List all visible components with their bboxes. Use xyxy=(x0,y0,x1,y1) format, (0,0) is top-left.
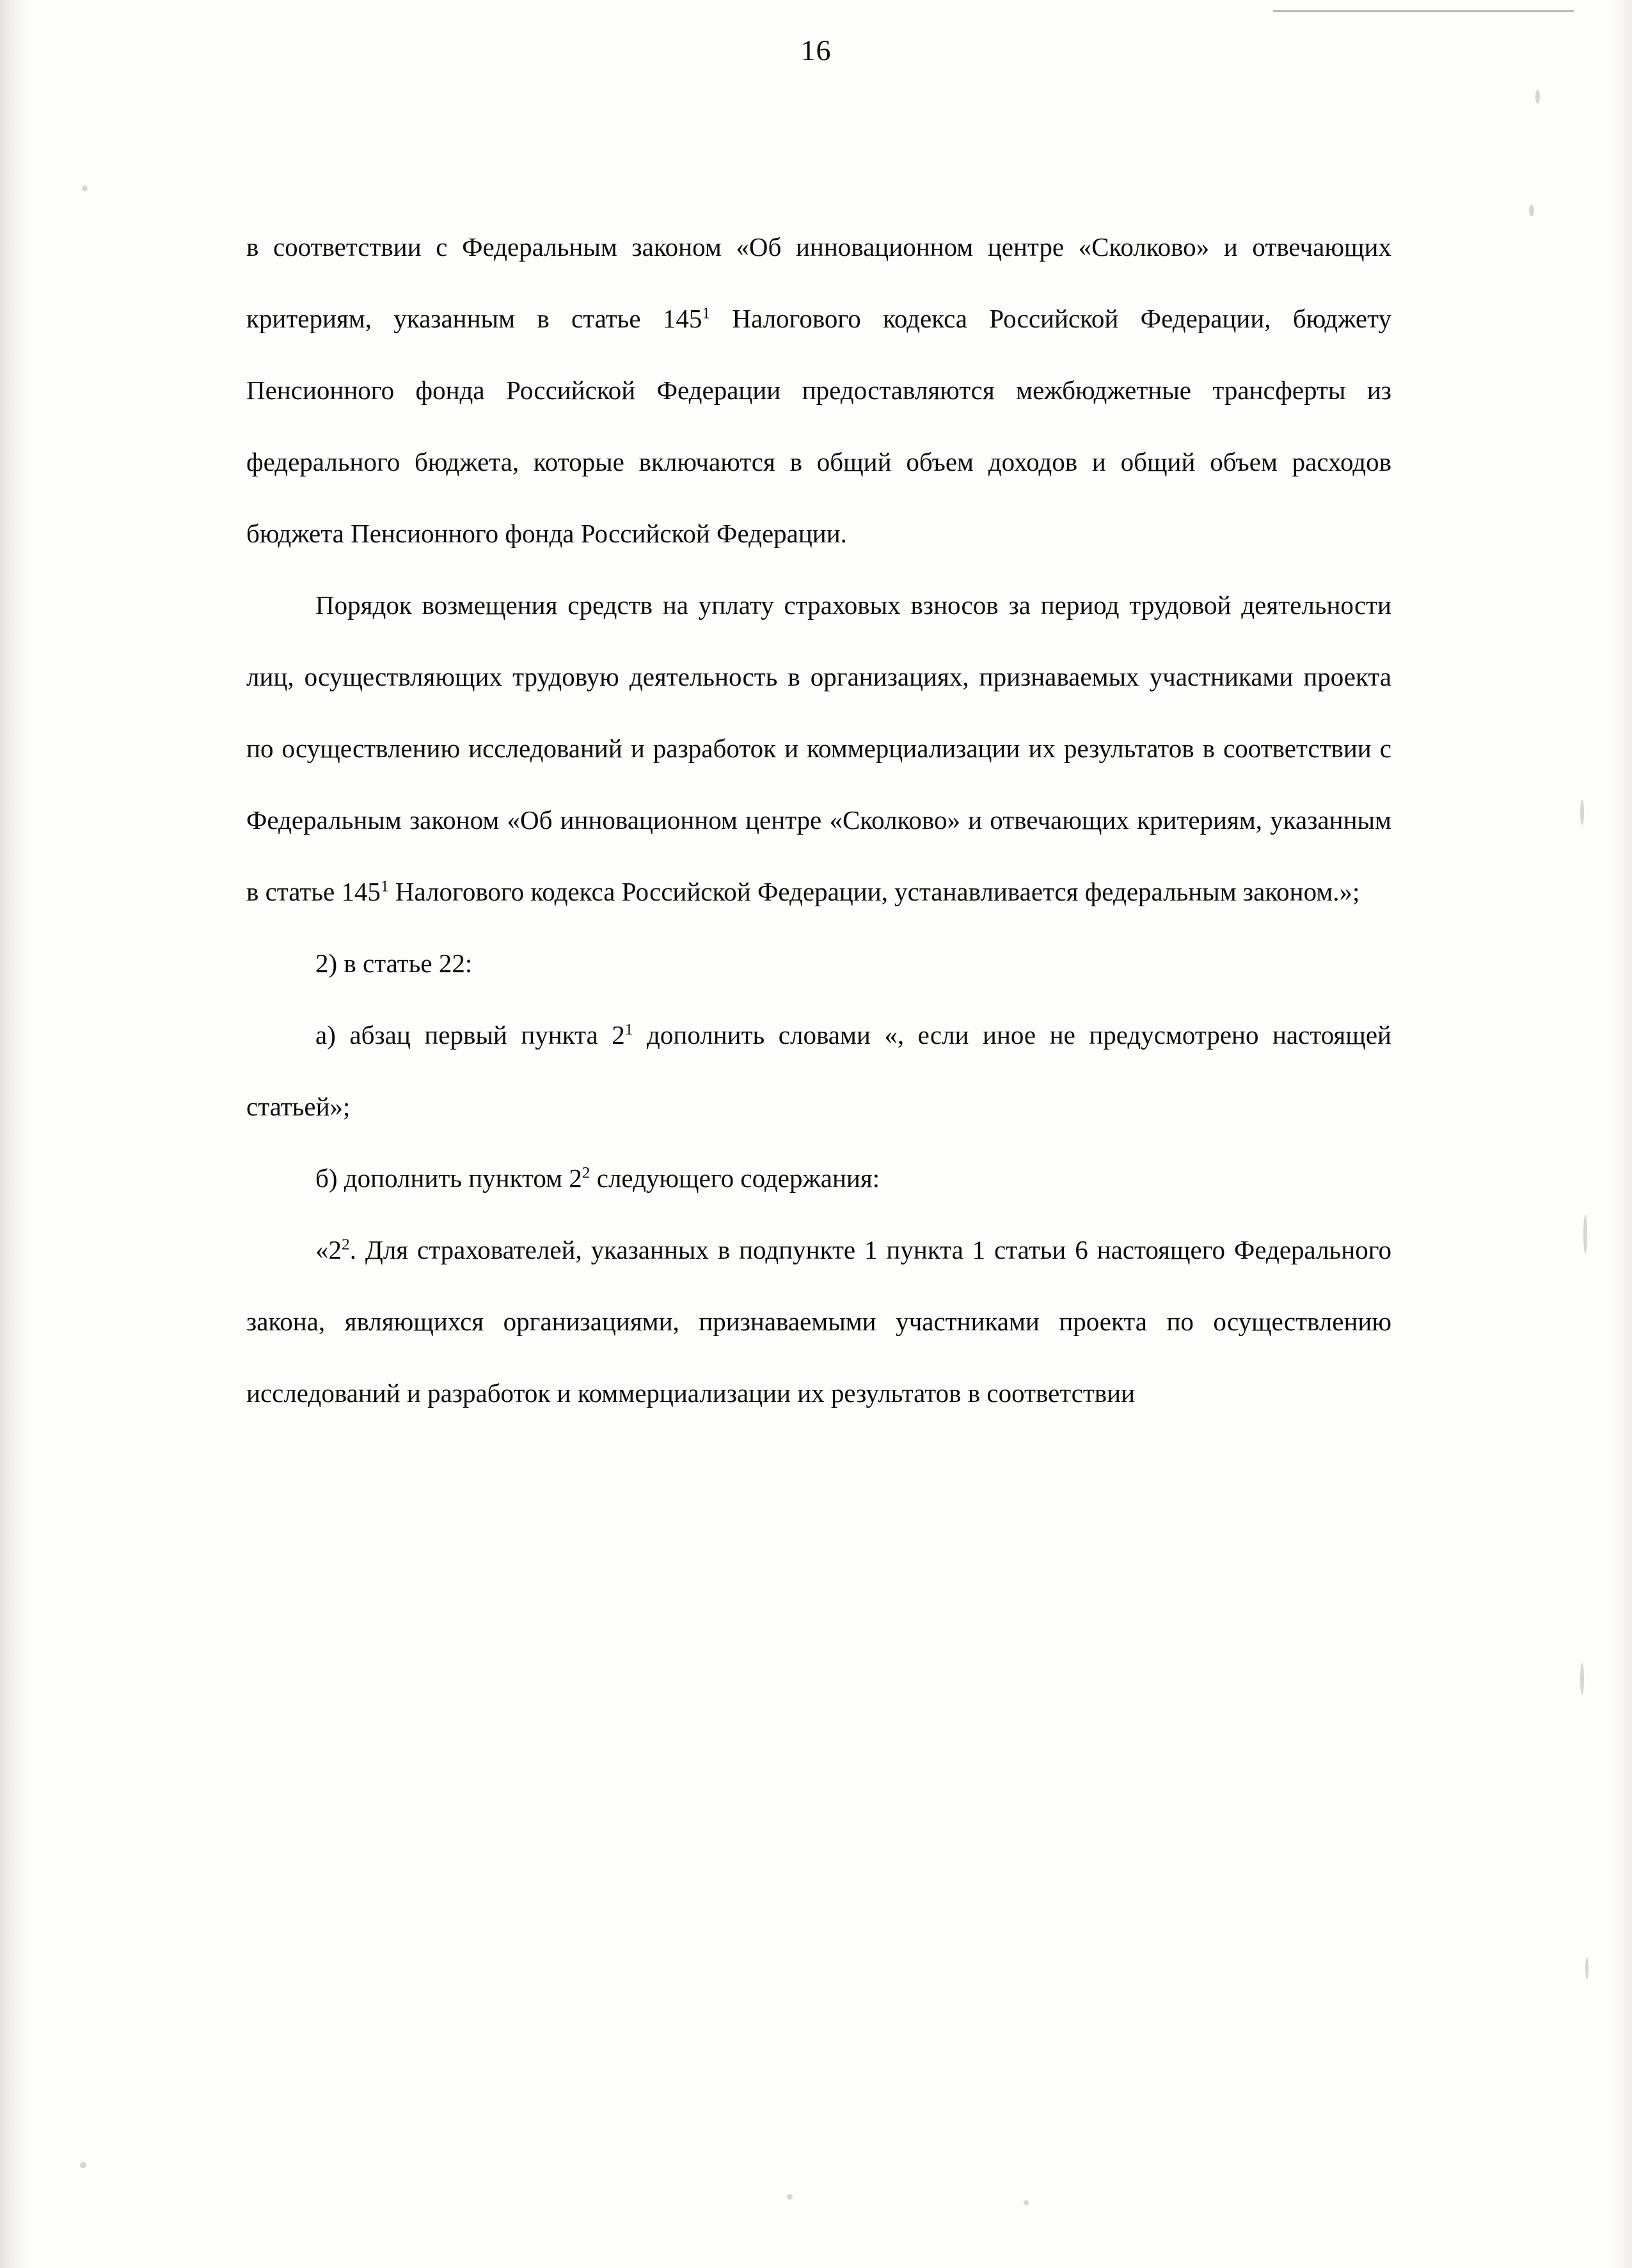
paragraph-1-text-after: Налогового кодекса Российской Федерации, бюджету Пенсионного фонда Российской Федерации предоставляются межбюджетные трансферты из федерального бюджета, которые включаются в общий объем доходов и общий объем расходов бюджета Пенсионного фонда Российской Федерации. xyxy=(246,304,1391,548)
paragraph-1 xyxy=(246,211,1391,569)
scan-speck xyxy=(1580,1663,1584,1695)
paragraph-3 xyxy=(246,927,1391,999)
paragraph-4-superscript: 1 xyxy=(624,1020,633,1039)
paragraph-2-text-after: Налогового кодекса Российской Федерации, устанавливается федеральным законом.»; xyxy=(388,877,1360,906)
paragraph-4-text: а) абзац первый пункта 2 xyxy=(315,1020,625,1050)
paragraph-6-text-after: . Для страхователей, указанных в подпункте 1 пункта 1 статьи 6 настоящего Федерального закона, являющихся организациями, признаваемыми участниками проекта по осуществлению исследований и разработок и коммерциализации их результатов в соответствии xyxy=(246,1235,1391,1408)
paragraph-5-superscript: 2 xyxy=(582,1163,590,1182)
paragraph-1-text: в соответствии с Федеральным законом «Об инновационном центре «Сколково» и отвечающих критериям, указанным в статье 145 xyxy=(246,232,1391,333)
scan-speck xyxy=(1580,799,1584,825)
paragraph-4 xyxy=(246,999,1391,1142)
scan-speck xyxy=(1024,2200,1029,2205)
paragraph-5-text-after: следующего содержания: xyxy=(590,1163,880,1193)
paragraph-5 xyxy=(246,1142,1391,1214)
scan-speck xyxy=(80,2162,86,2168)
paragraph-2 xyxy=(246,569,1391,927)
paragraph-5-text: б) дополнить пунктом 2 xyxy=(315,1163,582,1193)
paragraph-2-text: Порядок возмещения средств на уплату страховых взносов за период трудовой деятельности лиц, осуществляющих трудовую деятельность в организациях, признаваемых участниками проекта по осуществлению исследований и разработок и коммерциализации их результатов в соответствии с Федеральным законом «Об инновационном центре «Сколково» и отвечающих критериям, указанным в статье 145 xyxy=(246,590,1391,906)
paragraph-2-superscript: 1 xyxy=(380,877,389,895)
scan-speck xyxy=(82,185,88,191)
scan-speck xyxy=(1535,90,1540,104)
paragraph-1-superscript: 1 xyxy=(702,304,711,322)
paragraph-6-superscript: 2 xyxy=(342,1235,350,1254)
scan-edge-right xyxy=(1610,0,1632,2268)
paragraph-6-text: «2 xyxy=(315,1235,342,1264)
scan-edge-left xyxy=(0,0,29,2268)
document-body xyxy=(246,211,1391,1429)
scan-speck xyxy=(1529,205,1534,216)
scan-speck xyxy=(1585,1957,1588,1980)
page-number: 16 xyxy=(800,34,832,67)
paragraph-4-text-after: дополнить словами «, если иное не предусмотрено настоящей статьей»; xyxy=(246,1020,1391,1121)
paragraph-3-text: 2) в статье 22: xyxy=(315,949,473,978)
paragraph-6 xyxy=(246,1214,1391,1429)
scan-artifact-line xyxy=(1273,10,1574,12)
scan-speck xyxy=(1583,1215,1587,1254)
scan-speck xyxy=(787,2194,793,2200)
